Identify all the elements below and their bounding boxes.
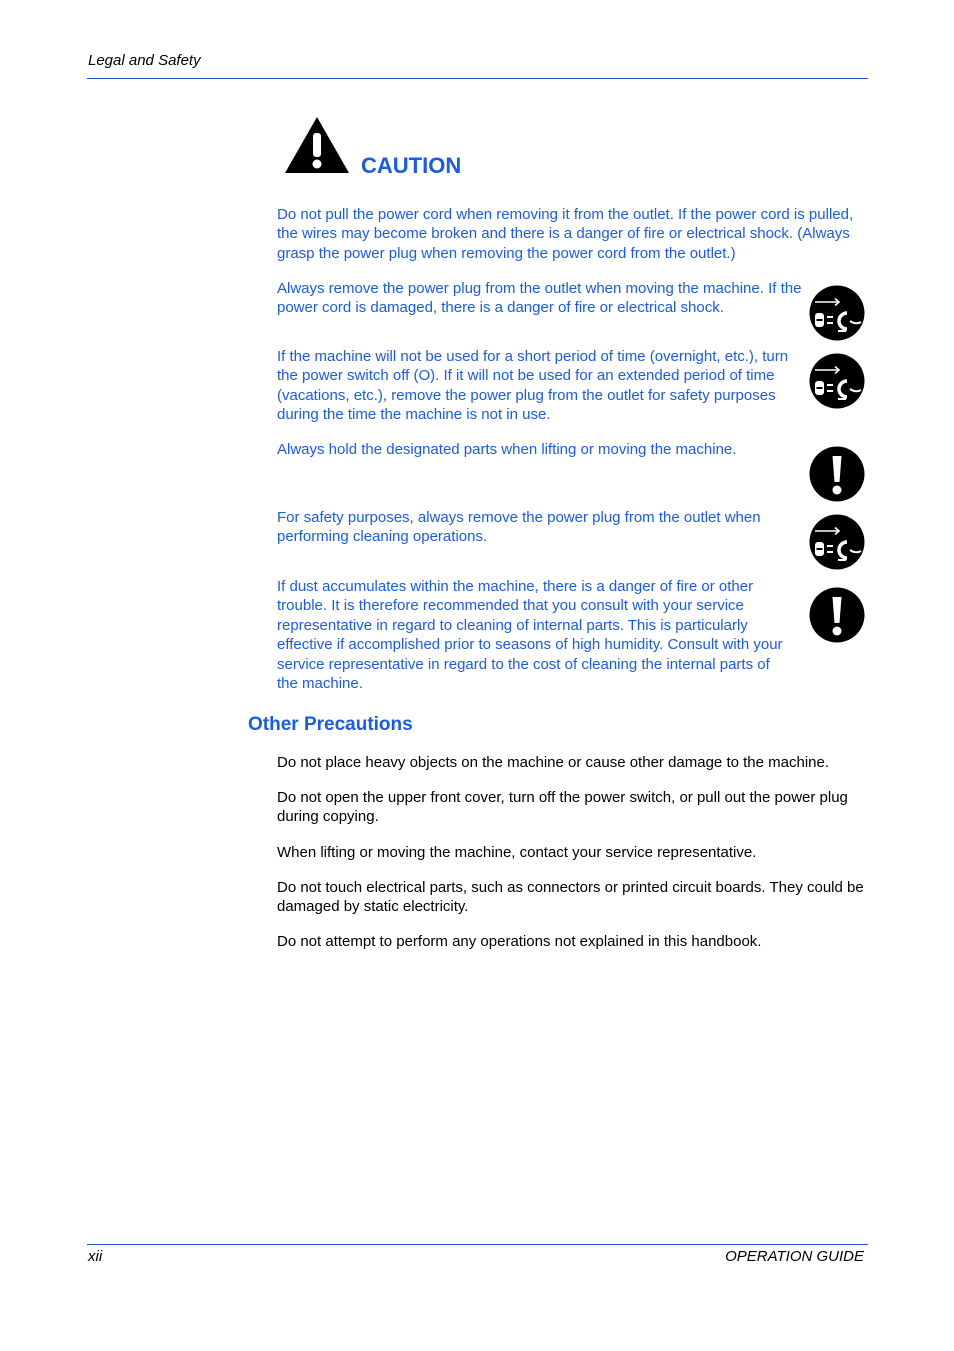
warning-triangle-icon (284, 116, 350, 174)
precaution-paragraph: Do not attempt to perform any operations not explained in this handbook. (277, 933, 762, 950)
mandatory-action-icon (809, 587, 865, 643)
precaution-paragraph: Do not touch electrical parts, such as connectors or printed circuit boards. They could be damaged by static electricity. (277, 879, 864, 916)
caution-paragraph: Always remove the power plug from the outlet when moving the machine. If the power cord is damaged, there is a danger of fire or electrical shock. (277, 280, 802, 317)
caution-paragraph: For safety purposes, always remove the power plug from the outlet when performing cleaning operations. (277, 509, 761, 546)
caution-paragraph: Always hold the designated parts when lifting or moving the machine. (277, 441, 737, 458)
footer-rule (87, 1244, 868, 1245)
caution-paragraph: If dust accumulates within the machine, there is a danger of fire or other trouble. It is therefore recommended that you consult with your service representative in regard to cleaning of internal parts. This is particularly effective if accomplished prior to seasons of high humidity. Consult with your service representative in regard to the cost of cleaning the internal parts of the machine. (277, 578, 783, 693)
caution-paragraph: If the machine will not be used for a short period of time (overnight, etc.), turn the power switch off (O). If it will not be used for an extended period of time (vacations, etc.), remove the power plug from the outlet for safety purposes during the time the machine is not in use. (277, 348, 789, 424)
caution-heading: CAUTION (361, 153, 462, 178)
unplug-power-icon (809, 514, 865, 570)
mandatory-action-icon (809, 446, 865, 502)
running-header: Legal and Safety (88, 52, 201, 69)
other-precautions-heading: Other Precautions (248, 714, 413, 735)
unplug-power-icon (809, 353, 865, 409)
precaution-paragraph: Do not open the upper front cover, turn off the power switch, or pull out the power plug during copying. (277, 789, 848, 826)
unplug-power-icon (809, 285, 865, 341)
caution-paragraph: Do not pull the power cord when removing it from the outlet. If the power cord is pulled, the wires may become broken and there is a danger of fire or electrical shock. (Always grasp the power plug when removing the power cord from the outlet.) (277, 206, 854, 262)
precaution-paragraph: Do not place heavy objects on the machine or cause other damage to the machine. (277, 754, 830, 771)
page-number: xii (88, 1248, 103, 1265)
guide-title: OPERATION GUIDE (725, 1248, 864, 1265)
header-rule (87, 78, 868, 79)
precaution-paragraph: When lifting or moving the machine, contact your service representative. (277, 844, 757, 861)
